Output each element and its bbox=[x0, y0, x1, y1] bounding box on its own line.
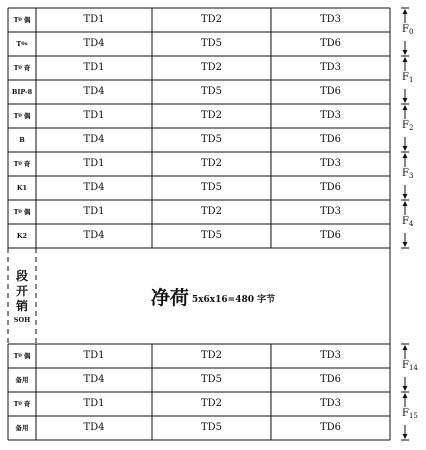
table-cell: TD1 bbox=[83, 206, 105, 217]
table-cell: TD1 bbox=[83, 62, 105, 73]
row-label-subscript: 0 bbox=[18, 64, 22, 71]
soh-abbr: SOH bbox=[13, 315, 31, 324]
row-label-subscript: 0 bbox=[18, 160, 22, 167]
row-label-text: T bbox=[13, 399, 19, 408]
section-overhead-label bbox=[8, 250, 36, 342]
row-label-subscript: 0 bbox=[18, 16, 22, 23]
row-label-subscript: 0 bbox=[18, 112, 22, 119]
row-label bbox=[8, 416, 36, 440]
arrow-down-icon bbox=[403, 98, 408, 103]
arrow-down-icon bbox=[403, 242, 408, 247]
table-row bbox=[8, 416, 390, 440]
table-row bbox=[8, 392, 390, 416]
row-label-text: T bbox=[13, 15, 19, 24]
table-cell: TD5 bbox=[200, 38, 223, 49]
table-row bbox=[8, 152, 390, 176]
arrow-down-icon bbox=[403, 146, 408, 151]
frame-label-text: F bbox=[402, 408, 409, 419]
table-row bbox=[8, 32, 390, 56]
arrow-up-icon bbox=[403, 57, 408, 62]
table-cell: TD1 bbox=[83, 398, 105, 409]
row-label-text: K1 bbox=[16, 183, 28, 192]
table-row bbox=[8, 368, 390, 392]
table-cell: TD1 bbox=[83, 158, 105, 169]
row-label-text: T bbox=[13, 111, 19, 120]
arrow-up-icon bbox=[403, 393, 408, 398]
payload-title: 净荷 bbox=[150, 286, 189, 309]
soh-char-2: 开 bbox=[15, 283, 28, 298]
table-cell: TD5 bbox=[200, 86, 223, 97]
frame-label bbox=[402, 408, 418, 420]
table-cell: TD3 bbox=[319, 206, 342, 217]
row-label-text: T bbox=[13, 207, 19, 216]
row-label-text: 备用 bbox=[15, 375, 29, 384]
arrow-up-icon bbox=[403, 105, 408, 110]
table-cell: TD3 bbox=[319, 14, 342, 25]
table-row bbox=[8, 56, 390, 80]
row-label-suffix: 奇 bbox=[23, 399, 31, 408]
row-label bbox=[8, 128, 36, 152]
row-label-text: B bbox=[19, 135, 25, 144]
table-cell: TD6 bbox=[319, 86, 342, 97]
table-row bbox=[8, 80, 390, 104]
table-cell: TD2 bbox=[200, 14, 223, 25]
table-row bbox=[8, 176, 390, 200]
soh-char-1: 段 bbox=[15, 268, 28, 283]
frame-label-text: F bbox=[402, 72, 409, 83]
frame-label bbox=[402, 24, 413, 36]
arrow-down-icon bbox=[403, 194, 408, 199]
row-label bbox=[8, 368, 36, 392]
table-cell: TD6 bbox=[319, 422, 342, 433]
table-cell: TD5 bbox=[200, 182, 223, 193]
row-label bbox=[8, 344, 36, 368]
table-cell: TD5 bbox=[200, 374, 223, 385]
row-label bbox=[8, 32, 36, 56]
table-cell: TD3 bbox=[319, 62, 342, 73]
frame-label bbox=[402, 120, 413, 132]
frame-label-index: 3 bbox=[408, 172, 414, 180]
arrow-down-icon bbox=[403, 50, 408, 55]
arrow-up-icon bbox=[403, 9, 408, 14]
row-label-suffix: 偶 bbox=[23, 15, 31, 24]
row-label-text: T bbox=[16, 39, 22, 48]
table-row bbox=[8, 224, 390, 248]
table-cell: TD3 bbox=[319, 158, 342, 169]
row-label-subscript: 0 bbox=[18, 400, 22, 407]
table-cell: TD4 bbox=[83, 374, 105, 385]
table-row bbox=[8, 200, 390, 224]
frame-label-index: 2 bbox=[408, 124, 414, 132]
row-label bbox=[8, 224, 36, 248]
frame-label-index: 1 bbox=[408, 76, 414, 84]
table-cell: TD4 bbox=[83, 230, 105, 241]
arrow-down-icon bbox=[403, 434, 408, 439]
arrow-down-icon bbox=[403, 386, 408, 391]
row-label-suffix: 奇 bbox=[23, 63, 31, 72]
table-cell: TD5 bbox=[200, 134, 223, 145]
frame-label-text: F bbox=[402, 216, 409, 227]
table-cell: TD1 bbox=[83, 14, 105, 25]
table-cell: TD6 bbox=[319, 182, 342, 193]
table-cell: TD2 bbox=[200, 206, 223, 217]
row-label-subscript: 0 bbox=[18, 352, 22, 359]
row-label bbox=[8, 392, 36, 416]
row-label bbox=[8, 104, 36, 128]
frame-label bbox=[402, 168, 413, 180]
table-cell: TD4 bbox=[83, 86, 105, 97]
row-label-text: T bbox=[13, 63, 19, 72]
frame-label-text: F bbox=[402, 24, 409, 35]
frame-label-text: F bbox=[402, 120, 409, 131]
table-cell: TD4 bbox=[83, 134, 105, 145]
table-cell: TD2 bbox=[200, 110, 223, 121]
row-label bbox=[8, 80, 36, 104]
frame-label-text: F bbox=[402, 360, 409, 371]
arrow-up-icon bbox=[403, 345, 408, 350]
row-label-subscript: 0s bbox=[21, 40, 28, 47]
table-cell: TD5 bbox=[200, 422, 223, 433]
table-cell: TD3 bbox=[319, 398, 342, 409]
table-cell: TD3 bbox=[319, 110, 342, 121]
row-label-text: 备用 bbox=[15, 423, 29, 432]
row-label-suffix: 偶 bbox=[23, 351, 31, 360]
row-label bbox=[8, 56, 36, 80]
frame-label-index: 14 bbox=[408, 364, 418, 372]
frame-label bbox=[402, 216, 413, 228]
table-row bbox=[8, 8, 390, 32]
row-label bbox=[8, 176, 36, 200]
table-cell: TD3 bbox=[319, 350, 342, 361]
row-label-suffix: 奇 bbox=[23, 159, 31, 168]
table-row bbox=[8, 104, 390, 128]
frame-label-index: 0 bbox=[408, 28, 414, 36]
soh-char-3: 销 bbox=[15, 298, 28, 313]
row-label bbox=[8, 200, 36, 224]
table-cell: TD6 bbox=[319, 38, 342, 49]
table-row bbox=[8, 344, 390, 368]
row-label bbox=[8, 8, 36, 32]
frame-label-index: 15 bbox=[408, 412, 418, 420]
frame-label-text: F bbox=[402, 168, 409, 179]
table-cell: TD2 bbox=[200, 350, 223, 361]
table-cell: TD2 bbox=[200, 62, 223, 73]
arrow-up-icon bbox=[403, 153, 408, 158]
table-cell: TD4 bbox=[83, 182, 105, 193]
table-cell: TD1 bbox=[83, 350, 105, 361]
table-cell: TD1 bbox=[83, 110, 105, 121]
table-cell: TD4 bbox=[83, 422, 105, 433]
row-label-subscript: 0 bbox=[18, 208, 22, 215]
table-row bbox=[8, 128, 390, 152]
row-label-text: T bbox=[13, 351, 19, 360]
arrow-up-icon bbox=[403, 201, 408, 206]
payload-detail: 5x6x16=480 字节 bbox=[191, 294, 276, 305]
table-cell: TD6 bbox=[319, 374, 342, 385]
row-label bbox=[8, 152, 36, 176]
row-label-text: T bbox=[13, 159, 19, 168]
table-cell: TD6 bbox=[319, 134, 342, 145]
row-label-suffix: 偶 bbox=[23, 207, 31, 216]
table-cell: TD5 bbox=[200, 230, 223, 241]
table-cell: TD4 bbox=[83, 38, 105, 49]
row-label-text: K2 bbox=[16, 231, 28, 240]
frame-label-index: 4 bbox=[408, 220, 414, 228]
table-cell: TD2 bbox=[200, 398, 223, 409]
table-cell: TD6 bbox=[319, 230, 342, 241]
frame-label bbox=[402, 72, 413, 84]
row-label-text: BIP-8 bbox=[11, 87, 33, 96]
payload-area bbox=[36, 248, 390, 344]
table-cell: TD2 bbox=[200, 158, 223, 169]
row-label-suffix: 偶 bbox=[23, 111, 31, 120]
frame-label bbox=[402, 360, 418, 372]
